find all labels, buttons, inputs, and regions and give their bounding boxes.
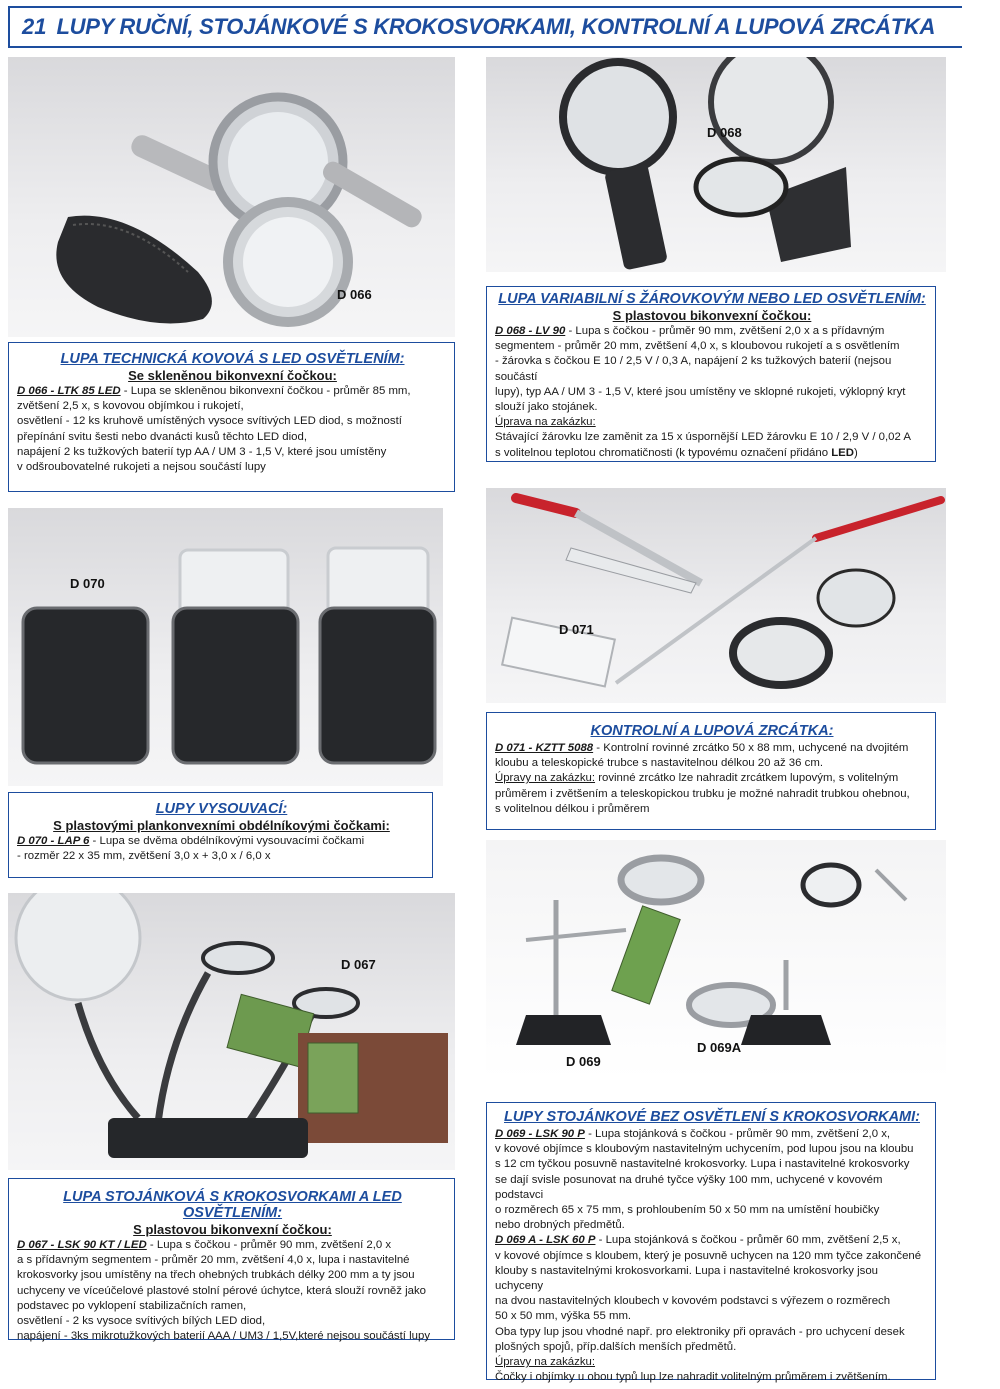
subtitle-d067: S plastovou bikonvexní čočkou: bbox=[133, 1222, 332, 1237]
line: uchyceny ve víceúčelové plastové stolní pérové úchytce, která slouží rovněž jako bbox=[17, 1284, 427, 1297]
photo-d067 bbox=[8, 893, 455, 1170]
line: 50 x 50 mm, výška 55 mm. bbox=[495, 1310, 632, 1323]
desc-d068 bbox=[495, 324, 929, 461]
box-d066 bbox=[8, 342, 455, 492]
line: a s přídavným segmentem - průměr 20 mm, zvětšení 4,0 x, lupa i nastavitelné bbox=[17, 1254, 410, 1267]
led-tag: LED bbox=[831, 446, 855, 459]
code-d068: D 068 - LV 90 bbox=[495, 325, 566, 337]
line: osvětlení - 12 ks kruhově umístěných vysoce svítivých LED diod, s možností bbox=[17, 415, 402, 428]
line: s volitelnou teplotou chromatičnosti (k typovému označení přidáno bbox=[495, 446, 832, 459]
box-d070 bbox=[8, 792, 433, 878]
box-d071 bbox=[486, 712, 936, 830]
line: segmentem - průměr 20 mm, zvětšení 4,0 x, s kloubovou rukojetí a s osvětlením bbox=[495, 340, 900, 353]
line: - Lupa s čočkou - průměr 90 mm, zvětšení 2,0 x a s přídavným bbox=[565, 325, 885, 337]
label-d070: D 070 bbox=[70, 576, 105, 591]
desc-d069 bbox=[495, 1127, 929, 1385]
line: krokosvorky jsou umístěny na třech ohebných trubkách délky 200 mm a ty jsou bbox=[17, 1269, 415, 1282]
line: Stávající žárovku lze zaměnit za 15 x úspornější LED žárovku E 10 / 2,9 V / 0,02 A bbox=[495, 431, 911, 444]
line: - žárovka s čočkou E 10 / 2,5 V / 0,3 A, napájení 2 ks tužkových baterií (nejsou součástí bbox=[495, 355, 892, 383]
page-number: 21 bbox=[22, 14, 47, 39]
code-d066: D 066 - LTK 85 LED bbox=[17, 385, 121, 397]
line: slouží jako stojánek. bbox=[495, 401, 598, 414]
photo-d071 bbox=[486, 488, 946, 703]
code-d071: D 071 - KZTT 5088 bbox=[495, 742, 594, 754]
line: napájení - 3ks mikrotužkových baterií AAA / UM3 / 1,5V,které nejsou součástí lupy bbox=[17, 1330, 431, 1343]
custom-label-d068: Úprava na zakázku: bbox=[495, 416, 596, 429]
label-d066: D 066 bbox=[337, 287, 372, 302]
line: osvětlení - 2 ks vysoce svítivých bílých LED diod, bbox=[17, 1315, 266, 1328]
line: ) bbox=[854, 446, 858, 459]
line: průměrem i zvětšením a teleskopickou trubku je možné nahradit trubkou ohebnou, bbox=[495, 787, 910, 800]
line: kloubu a teleskopické trubce s nastavitelnou délkou 20 až 36 cm. bbox=[495, 757, 823, 770]
line: lupy), typ AA / UM 3 - 1,5 V, které jsou umístěny ve sklopné rukojeti, výklopný kryt bbox=[495, 385, 906, 398]
line: - Lupa s čočkou - průměr 90 mm, zvětšení 2,0 x bbox=[146, 1239, 392, 1251]
desc-d066 bbox=[17, 384, 448, 475]
line: se dají svisle posunovat na druhé tyčce výšky 100 mm, uchycené v kovovém podstavci bbox=[495, 1173, 883, 1201]
label-d067: D 067 bbox=[341, 957, 376, 972]
line: v odšroubovatelné rukojeti a nejsou součástí lupy bbox=[17, 461, 266, 474]
line: Čočky i objímky u obou typů lup lze nahradit volitelným průměrem i zvětšením. bbox=[495, 1371, 891, 1384]
page-title: LUPY RUČNÍ, STOJÁNKOVÉ S KROKOSVORKAMI, KONTROLNÍ A LUPOVÁ ZRCÁTKA bbox=[56, 14, 936, 39]
label-d068: D 068 bbox=[707, 125, 742, 140]
photo-d068 bbox=[486, 57, 946, 272]
subtitle-d070: S plastovými plankonvexními obdélníkovými čočkami: bbox=[53, 818, 390, 833]
desc-d071 bbox=[495, 741, 929, 817]
line: - Lupa stojánková s čočkou - průměr 90 mm, zvětšení 2,0 x, bbox=[584, 1128, 891, 1140]
label-d071: D 071 bbox=[559, 622, 594, 637]
line: Oba typy lup jsou vhodné např. pro elektroniky při opravách - pro uchycení desek bbox=[495, 1325, 905, 1338]
line: podstavec po vyklopení stabilizačních ramen, bbox=[17, 1299, 247, 1312]
box-d068 bbox=[486, 286, 936, 462]
line: plošných spojů, příp.dalších menších předmětů. bbox=[495, 1340, 737, 1353]
photo-d070 bbox=[8, 508, 443, 786]
title-d068: LUPA VARIABILNÍ S ŽÁROVKOVÝM NEBO LED OSVĚTLENÍM: bbox=[498, 291, 926, 307]
title-d067: LUPA STOJÁNKOVÁ S KROKOSVORKAMI A LED OSVĚTLENÍM: bbox=[63, 1189, 402, 1221]
line: - Kontrolní rovinné zrcátko 50 x 88 mm, uchycené na dvojitém bbox=[593, 742, 909, 754]
line: o rozměrech 65 x 75 mm, s prohloubením 50 x 50 mm na umístění houbičky bbox=[495, 1204, 880, 1217]
line: napájení 2 ks tužkových baterií typ AA / UM 3 - 1,5 V, které jsou umístěny bbox=[17, 445, 387, 458]
code-d069: D 069 - LSK 90 P bbox=[495, 1128, 585, 1140]
box-d069 bbox=[486, 1102, 936, 1384]
title-d066: LUPA TECHNICKÁ KOVOVÁ S LED OSVĚTLENÍM: bbox=[60, 351, 405, 367]
line: v kovové objímce s kloubem, který je posuvně uchycen na 120 mm tyčce zakončené bbox=[495, 1249, 922, 1262]
title-d069: LUPY STOJÁNKOVÉ BEZ OSVĚTLENÍ S KROKOSVORKAMI: bbox=[504, 1109, 920, 1125]
page-header bbox=[8, 6, 962, 48]
line: s 12 cm tyčkou posuvně nastavitelné krokosvorky. Lupa i nastavitelné krokosvorky bbox=[495, 1158, 910, 1171]
line: zvětšení 2,5 x, s kovovou objímkou i rukojetí, bbox=[17, 400, 244, 413]
custom-label-d069: Úpravy na zakázku: bbox=[495, 1356, 596, 1369]
line: - Lupa se dvěma obdélníkovými vysouvacími čočkami bbox=[89, 835, 365, 847]
subtitle-d066: Se skleněnou bikonvexní čočkou: bbox=[128, 368, 337, 383]
code-d070: D 070 - LAP 6 bbox=[17, 835, 90, 847]
line: nebo drobných předmětů. bbox=[495, 1219, 625, 1232]
label-d069: D 069 bbox=[566, 1054, 601, 1069]
label-d069a: D 069A bbox=[697, 1040, 742, 1055]
custom-label-d071: Úpravy na zakázku: bbox=[495, 772, 596, 785]
line: rovinné zrcátko lze nahradit zrcátkem lupovým, s volitelným bbox=[595, 772, 899, 785]
box-d067 bbox=[8, 1178, 455, 1343]
line: klouby s nastavitelnými krokosvorkami. Lupa i nastavitelné krokosvorky jsou uchyceny bbox=[495, 1264, 879, 1293]
desc-d070 bbox=[17, 834, 426, 864]
photo-d066 bbox=[8, 57, 455, 337]
line: v kovové objímce s kloubovým nastavitelným uchycením, pod lupou jsou na kloubu bbox=[495, 1143, 914, 1156]
code-d067: D 067 - LSK 90 KT / LED bbox=[17, 1239, 147, 1251]
line: s volitelnou délkou i průměrem bbox=[495, 802, 650, 815]
line: - rozměr 22 x 35 mm, zvětšení 3,0 x + 3,0 x / 6,0 x bbox=[17, 850, 271, 863]
title-d071: KONTROLNÍ A LUPOVÁ ZRCÁTKA: bbox=[590, 723, 834, 739]
code-d069a: D 069 A - LSK 60 P bbox=[495, 1234, 596, 1247]
subtitle-d068: S plastovou bikonvexní čočkou: bbox=[612, 308, 812, 323]
line: na dvou nastavitelných kloubech v kovovém podstavci s výřezem o rozměrech bbox=[495, 1295, 891, 1308]
line: - Lupa stojánková s čočkou - průměr 60 mm, zvětšení 2,5 x, bbox=[595, 1234, 901, 1247]
title-d070: LUPY VYSOUVACÍ: bbox=[155, 801, 288, 817]
line: přepínání svitu šesti nebo dvanácti kusů těchto LED diod, bbox=[17, 430, 308, 443]
line: - Lupa se skleněnou bikonvexní čočkou - průměr 85 mm, bbox=[120, 385, 411, 397]
desc-d067 bbox=[17, 1238, 448, 1344]
